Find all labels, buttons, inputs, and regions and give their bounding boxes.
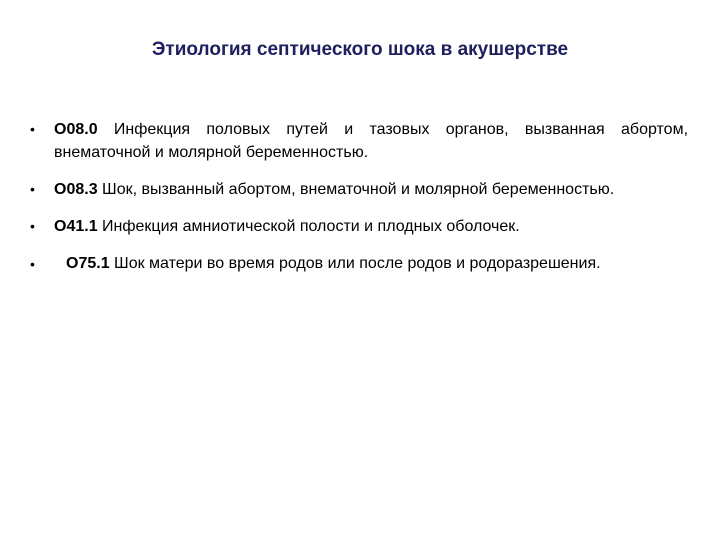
icd-code: O08.3 bbox=[54, 181, 103, 198]
bullet-icon: • bbox=[30, 218, 35, 234]
bullet-icon: • bbox=[30, 256, 35, 272]
item-text: Шок матери во время родов или после родов и родоразрешения. bbox=[114, 255, 601, 272]
icd-code: O08.0 bbox=[54, 121, 114, 138]
etiology-list bbox=[30, 118, 688, 292]
list-item bbox=[30, 118, 688, 164]
item-text: Шок, вызванный абортом, внематочной и молярной беременностью. bbox=[102, 181, 615, 198]
bullet-icon: • bbox=[30, 121, 35, 137]
item-text: Инфекция половых путей и тазовых органов, вызванная абортом, внематочной и молярной беременностью. bbox=[54, 121, 689, 161]
slide-title: Этиология септического шока в акушерстве bbox=[151, 39, 569, 60]
bullet-icon: • bbox=[30, 181, 35, 197]
list-item bbox=[30, 178, 688, 201]
icd-code: O75.1 bbox=[66, 255, 115, 272]
list-item bbox=[30, 215, 688, 238]
list-item bbox=[30, 250, 688, 278]
icd-code: O41.1 bbox=[54, 218, 103, 235]
item-text: Инфекция амниотической полости и плодных оболочек. bbox=[102, 218, 520, 235]
